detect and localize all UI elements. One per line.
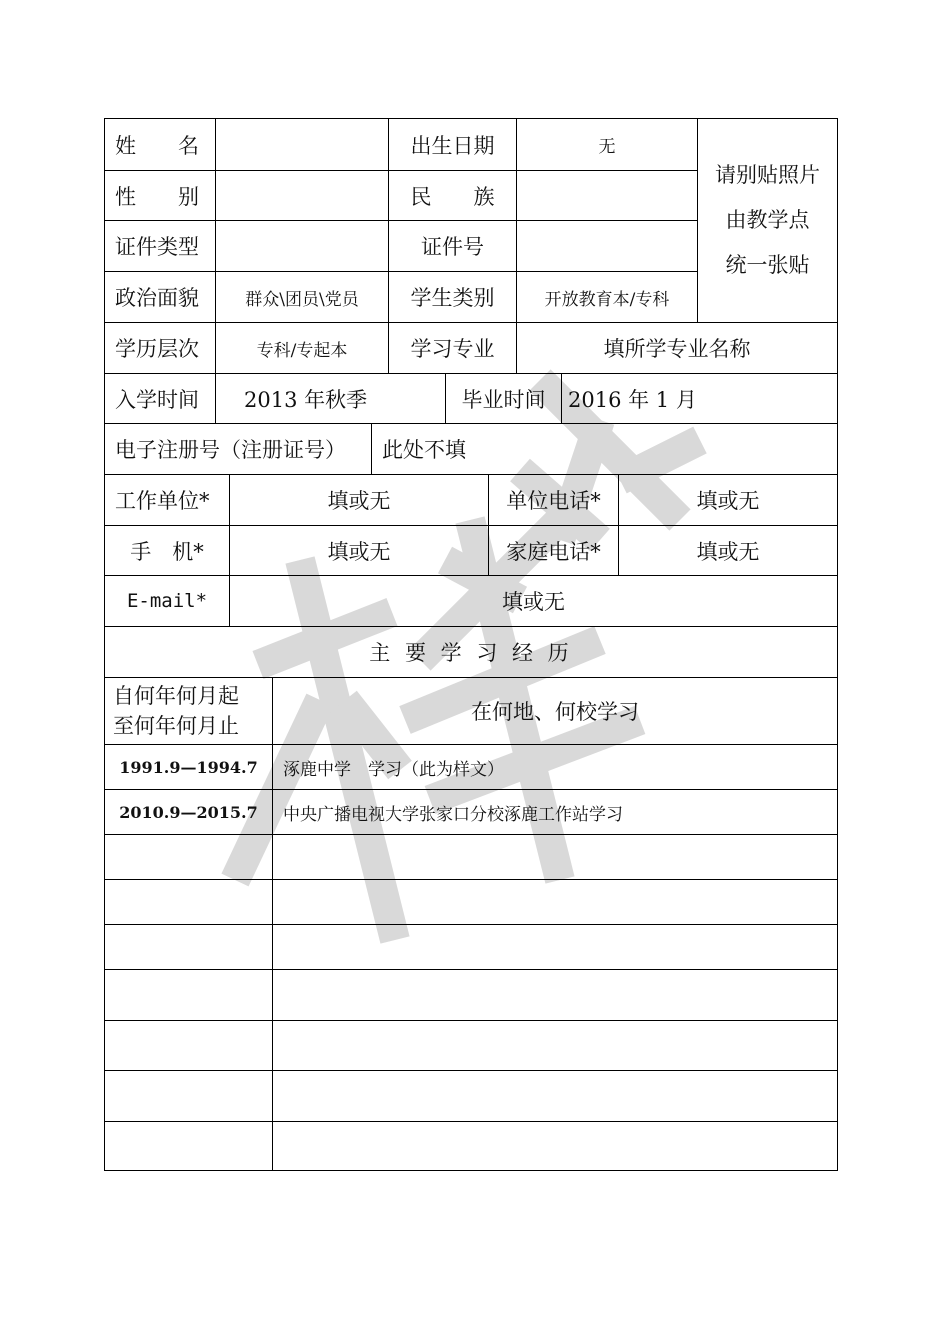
id-number-field[interactable]: [516, 221, 697, 271]
birth-date-label: 出生日期: [388, 119, 516, 170]
history-place-cell[interactable]: 中央广播电视大学张家口分校涿鹿工作站学习: [272, 790, 837, 834]
mobile-field[interactable]: 填或无: [229, 526, 488, 575]
history-period-cell[interactable]: [105, 880, 272, 924]
political-status-field[interactable]: 群众\团员\党员: [215, 272, 388, 322]
history-place-cell[interactable]: [272, 835, 837, 879]
history-place-cell[interactable]: [272, 880, 837, 924]
id-type-label: 证件类型: [115, 235, 199, 259]
political-status-label: 政治面貌: [115, 286, 199, 310]
name-field[interactable]: [215, 119, 388, 170]
history-place-cell[interactable]: [272, 925, 837, 969]
history-period-cell[interactable]: [105, 1122, 272, 1170]
registration-number-field[interactable]: 此处不填: [371, 424, 837, 474]
history-period-cell[interactable]: [105, 1071, 272, 1121]
graduation-label: 毕业时间: [445, 374, 561, 423]
major-label: 学习专业: [388, 323, 516, 373]
enrollment-label: 入学时间: [115, 387, 199, 412]
history-period-cell[interactable]: 1991.9—1994.7: [119, 757, 258, 777]
student-type-label: 学生类别: [388, 272, 516, 322]
work-phone-field[interactable]: 填或无: [618, 475, 837, 525]
personal-info-block: [105, 119, 837, 322]
birth-date-field[interactable]: 无: [516, 119, 697, 170]
student-registration-form: [104, 118, 838, 1171]
enrollment-field[interactable]: 2013 年秋季: [215, 374, 445, 423]
history-place-cell[interactable]: [272, 1071, 837, 1121]
photo-note-line: 统一张贴: [725, 253, 810, 277]
home-phone-label: 家庭电话*: [488, 526, 618, 575]
history-period-cell[interactable]: [105, 1021, 272, 1070]
id-type-field[interactable]: [215, 221, 388, 271]
study-history-title: 主 要 学 习 经 历: [369, 641, 573, 665]
work-phone-label: 单位电话*: [488, 475, 618, 525]
home-phone-field[interactable]: 填或无: [618, 526, 837, 575]
name-label: 姓 名: [115, 133, 199, 158]
history-period-cell[interactable]: [105, 925, 272, 969]
history-period-cell[interactable]: 2010.9—2015.7: [119, 802, 258, 822]
photo-note-line: 由教学点: [725, 208, 810, 232]
history-place-cell[interactable]: [272, 1021, 837, 1070]
history-period-cell[interactable]: [105, 970, 272, 1020]
id-number-label: 证件号: [388, 221, 516, 271]
major-field[interactable]: 填所学专业名称: [516, 323, 837, 373]
education-level-field[interactable]: 专科/专起本: [215, 323, 388, 373]
history-period-cell[interactable]: [105, 835, 272, 879]
employer-field[interactable]: 填或无: [229, 475, 488, 525]
period-header-to: 至何年何月止: [113, 714, 239, 738]
period-header: [105, 678, 272, 744]
graduation-field[interactable]: 2016 年 1 月: [561, 374, 837, 423]
mobile-label: 手 机*: [130, 539, 204, 564]
photo-area: [697, 119, 837, 322]
employer-label: 工作单位*: [115, 489, 210, 513]
history-place-cell[interactable]: [272, 970, 837, 1020]
email-label: E-mail*: [126, 590, 208, 612]
registration-number-label: 电子注册号（注册证号）: [115, 438, 346, 462]
gender-label: 性 别: [115, 184, 199, 209]
period-header-from: 自何年何月起: [113, 684, 239, 708]
ethnicity-label: 民 族: [388, 171, 516, 220]
email-field[interactable]: 填或无: [229, 576, 837, 626]
history-place-cell[interactable]: [272, 1122, 837, 1170]
ethnicity-field[interactable]: [516, 171, 697, 220]
photo-note-line: 请别贴照片: [715, 163, 820, 187]
student-type-field[interactable]: 开放教育本/专科: [516, 272, 697, 322]
place-header: 在何地、何校学习: [272, 678, 837, 744]
gender-field[interactable]: [215, 171, 388, 220]
history-place-cell[interactable]: 涿鹿中学 学习（此为样文）: [272, 745, 837, 789]
education-level-label: 学历层次: [115, 337, 199, 361]
